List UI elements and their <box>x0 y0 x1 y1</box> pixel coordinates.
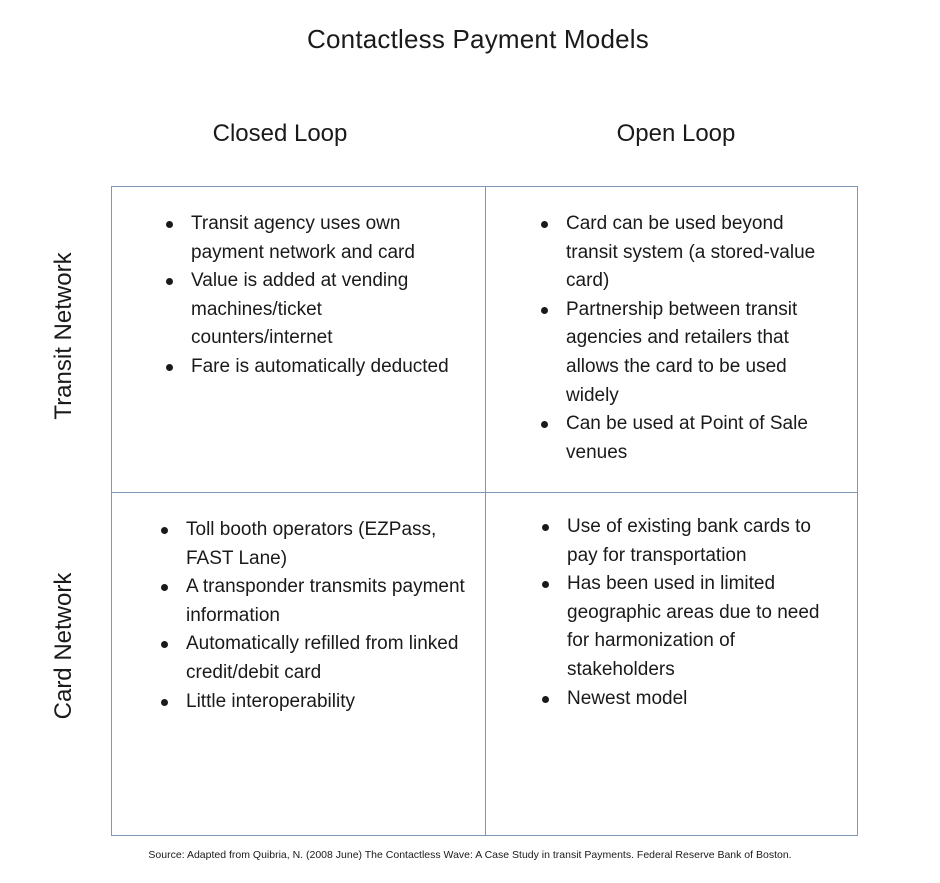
row-header-card-network: Card Network <box>50 572 77 720</box>
list-item: Can be used at Point of Sale venues <box>538 410 838 467</box>
list-item: Card can be used beyond transit system (a stored-value card) <box>538 210 838 296</box>
list-item: Little interoperability <box>158 688 468 717</box>
cell-card-closed <box>158 516 468 716</box>
list-item: Partnership between transit agencies and retailers that allows the card to be used widely <box>538 296 838 410</box>
horizontal-divider <box>112 492 857 493</box>
list-item: A transponder transmits payment information <box>158 573 468 630</box>
vertical-divider <box>485 187 486 835</box>
bullet-list <box>538 210 838 467</box>
diagram-title: Contactless Payment Models <box>307 24 649 54</box>
cell-transit-closed <box>163 210 463 382</box>
list-item: Automatically refilled from linked credit/debit card <box>158 630 468 687</box>
bullet-list <box>163 210 463 382</box>
bullet-list <box>158 516 468 716</box>
column-header-open-loop: Open Loop <box>616 120 736 147</box>
list-item: Transit agency uses own payment network and card <box>163 210 463 267</box>
list-item: Value is added at vending machines/ticket counters/internet <box>163 267 463 353</box>
source-citation: Source: Adapted from Quibria, N. (2008 June) The Contactless Wave: A Case Study in transit Payments. Federal Reserve Bank of Boston. <box>148 849 792 861</box>
row-header-transit-network: Transit Network <box>50 252 77 420</box>
bullet-list <box>539 513 839 713</box>
cell-transit-open <box>538 210 838 467</box>
column-header-closed-loop: Closed Loop <box>212 120 348 147</box>
list-item: Newest model <box>539 685 839 714</box>
list-item: Toll booth operators (EZPass, FAST Lane) <box>158 516 468 573</box>
list-item: Use of existing bank cards to pay for transportation <box>539 513 839 570</box>
list-item: Has been used in limited geographic areas due to need for harmonization of stakeholders <box>539 570 839 684</box>
cell-card-open <box>539 513 839 713</box>
list-item: Fare is automatically deducted <box>163 353 463 382</box>
